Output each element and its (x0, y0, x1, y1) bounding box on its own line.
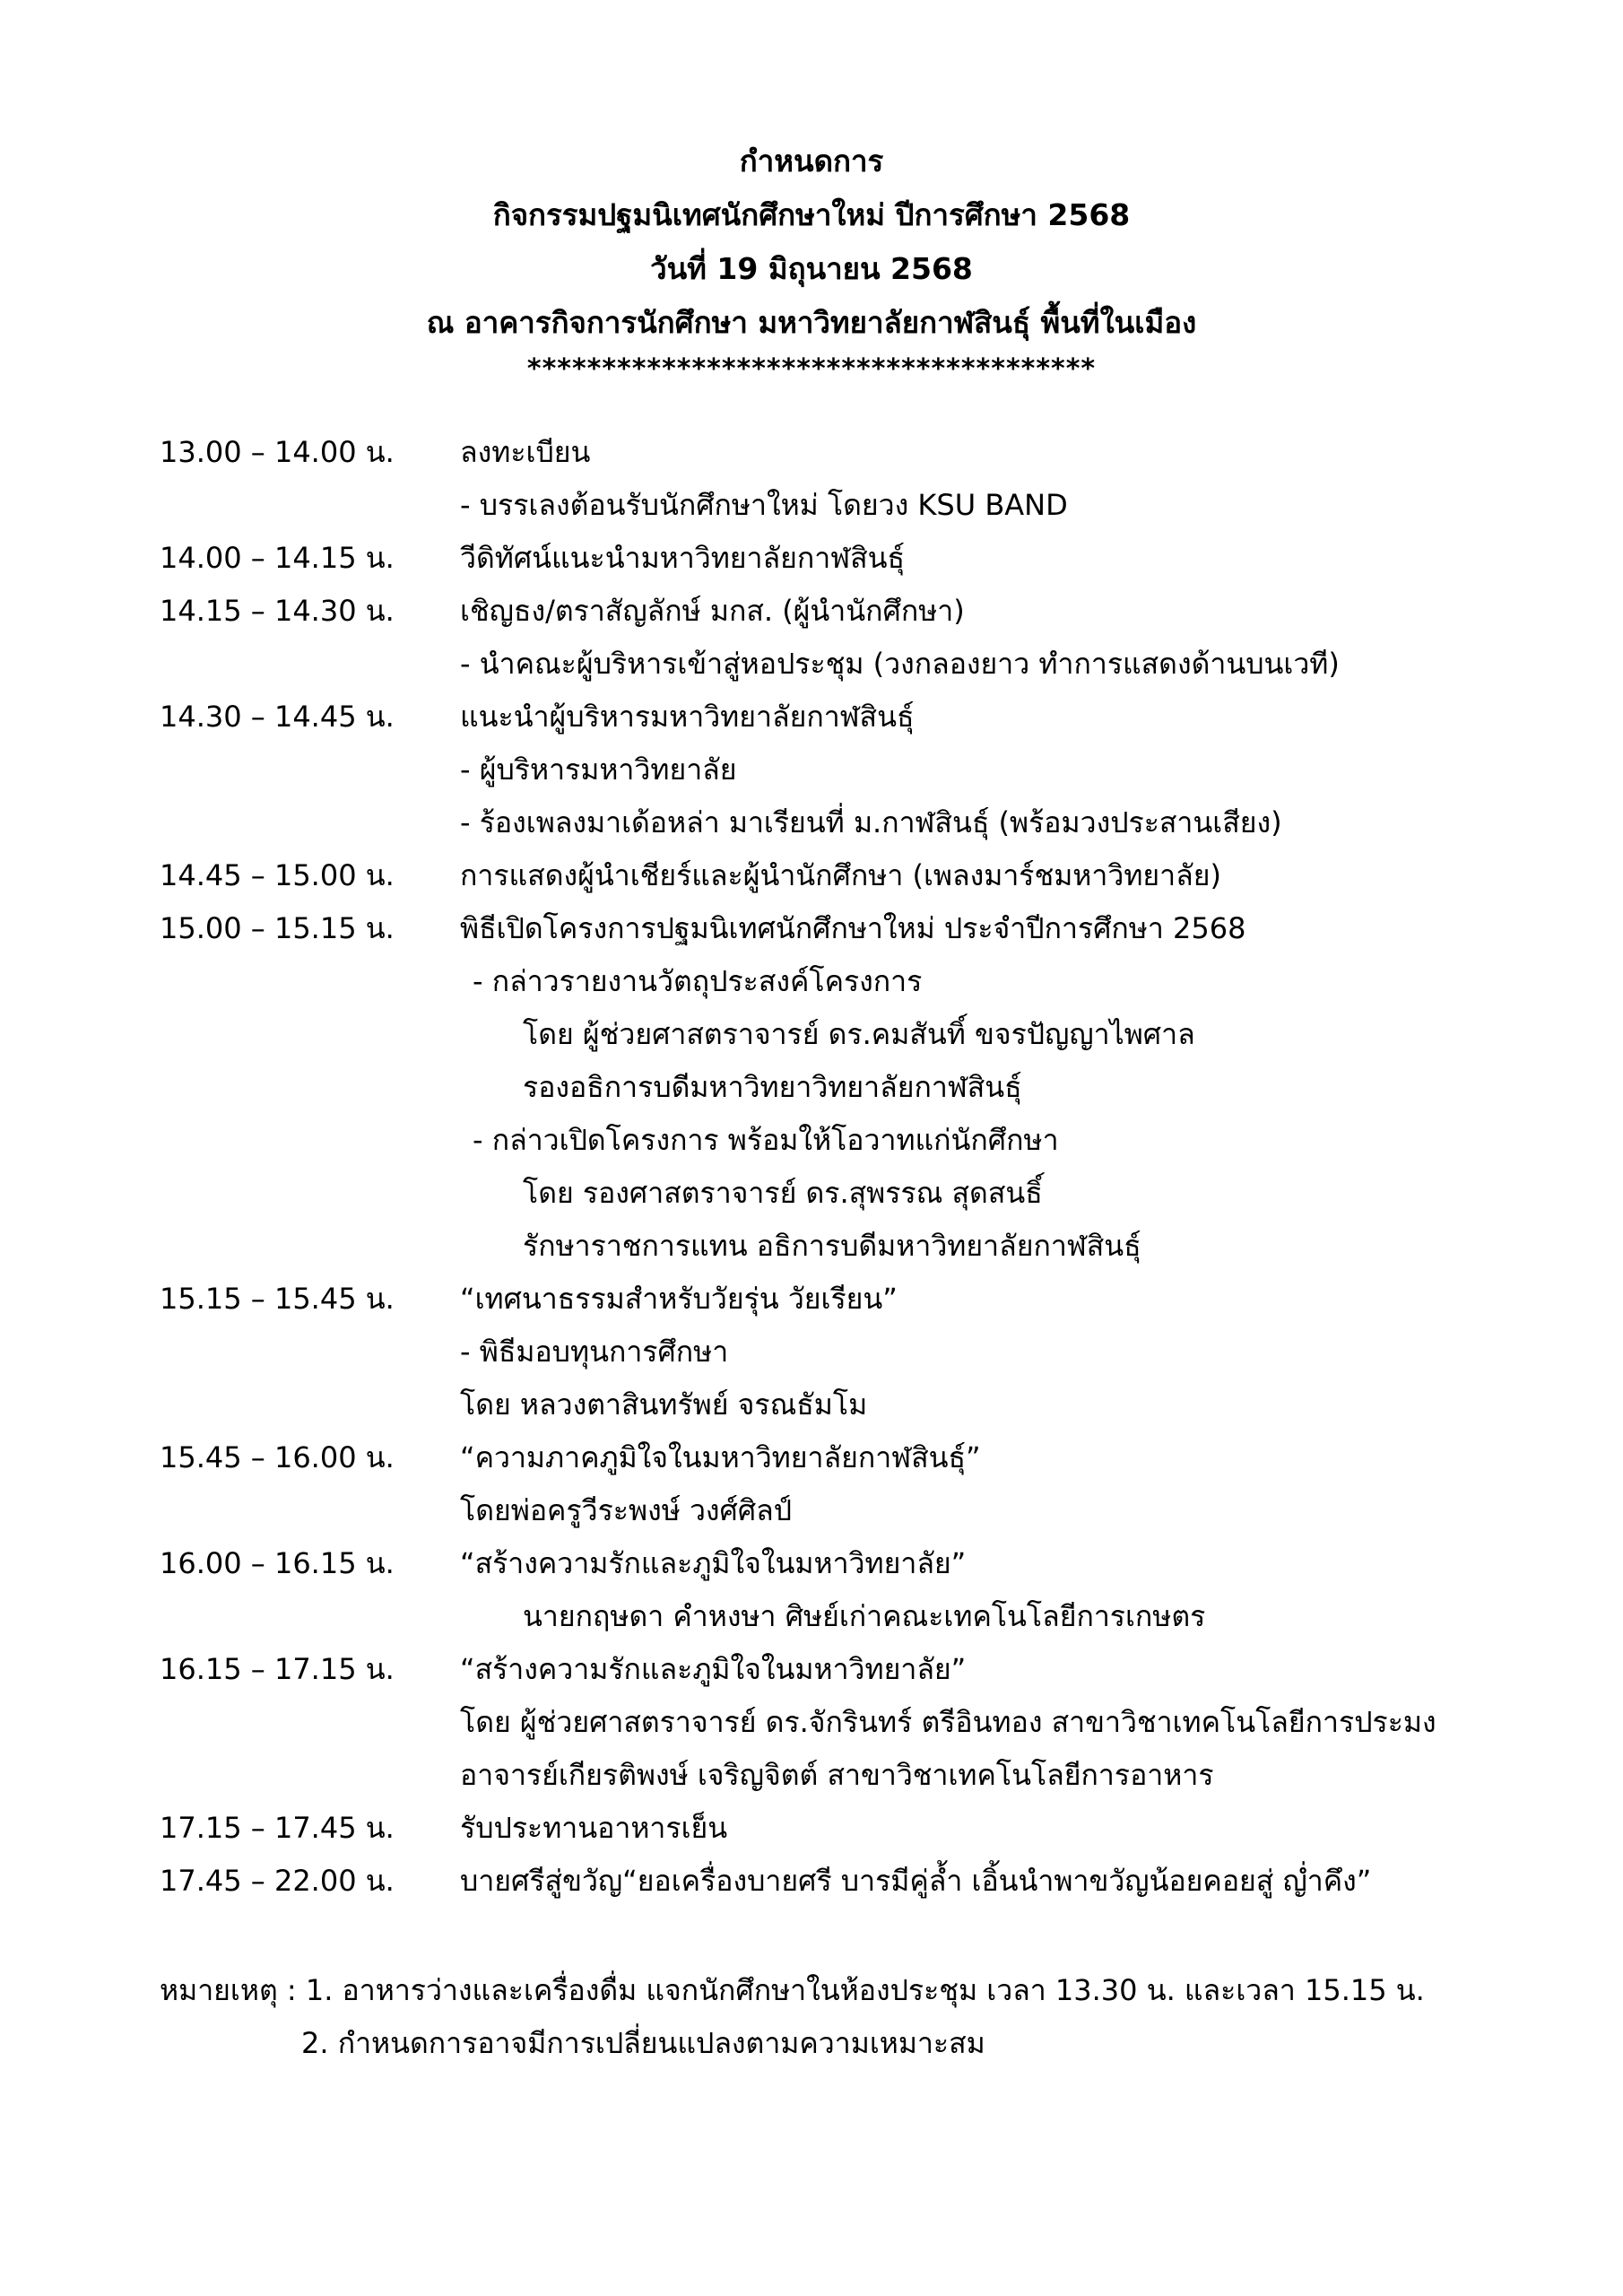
document-title: กำหนดการ (739, 144, 884, 178)
schedule-time: 16.00 – 16.15 น. (160, 1546, 395, 1580)
schedule-time: 15.15 – 15.45 น. (160, 1282, 395, 1316)
schedule-detail: นายกฤษดา คำหงษา ศิษย์เก่าคณะเทคโนโลยีการเกษตร (523, 1599, 1206, 1633)
schedule-detail: โดย ผู้ช่วยศาสตราจารย์ ดร.คมสันทิ์ ขจรปัญญาไพศาล (523, 1017, 1195, 1051)
schedule-detail: โดย ผู้ช่วยศาสตราจารย์ ดร.จักรินทร์ ตรีอินทอง สาขาวิชาเทคโนโลยีการประมง (460, 1705, 1436, 1739)
schedule-row (160, 585, 1487, 638)
schedule-detail: “ความภาคภูมิใจในมหาวิทยาลัยกาฬสินธุ์” (460, 1440, 981, 1474)
schedule-row (160, 1220, 1487, 1273)
schedule-detail: โดย รองศาสตราจารย์ ดร.สุพรรณ สุดสนธิ์ (523, 1176, 1043, 1210)
schedule-detail: - ผู้บริหารมหาวิทยาลัย (460, 752, 737, 787)
note-line-1: หมายเหตุ : 1. อาหารว่างและเครื่องดื่ม แจกนักศึกษาในห้องประชุม เวลา 13.30 น. และเวลา 15.15 น. (160, 1973, 1425, 2007)
schedule-row (160, 1114, 1487, 1167)
schedule-time: 17.45 – 22.00 น. (160, 1864, 395, 1898)
schedule-row (160, 1431, 1487, 1484)
schedule-detail: - กล่าวรายงานวัตถุประสงค์โครงการ (473, 964, 923, 998)
schedule-detail: “เทศนาธรรมสำหรับวัยรุ่น วัยเรียน” (460, 1282, 898, 1316)
schedule-list (160, 426, 1487, 1908)
schedule-detail: รับประทานอาหารเย็น (460, 1811, 728, 1845)
event-venue: ณ อาคารกิจการนักศึกษา มหาวิทยาลัยกาฬสินธุ์ พื้นที่ในเมือง (426, 305, 1197, 340)
schedule-row (160, 1590, 1487, 1643)
schedule-row (160, 1484, 1487, 1537)
schedule-detail: โดยพ่อครูวีระพงษ์ วงศ์ศิลป์ (460, 1493, 793, 1527)
schedule-time: 15.45 – 16.00 น. (160, 1440, 395, 1474)
schedule-row (160, 1378, 1487, 1431)
schedule-row (160, 532, 1487, 585)
schedule-row (160, 902, 1487, 955)
schedule-row (160, 1326, 1487, 1378)
schedule-detail: รักษาราชการแทน อธิการบดีมหาวิทยาลัยกาฬสินธุ์ (523, 1229, 1141, 1263)
schedule-time: 14.00 – 14.15 น. (160, 541, 395, 575)
schedule-row (160, 1273, 1487, 1326)
schedule-row (160, 479, 1487, 532)
schedule-detail: - ร้องเพลงมาเด้อหล่า มาเรียนที่ ม.กาฬสินธุ์ (พร้อมวงประสานเสียง) (460, 805, 1282, 839)
schedule-detail: โดย หลวงตาสินทรัพย์ จรณธัมโม (460, 1387, 868, 1422)
schedule-row (160, 1008, 1487, 1061)
schedule-row (160, 1855, 1487, 1908)
schedule-time: 14.15 – 14.30 น. (160, 594, 395, 628)
schedule-time: 16.15 – 17.15 น. (160, 1652, 395, 1686)
notes-section (160, 1964, 1425, 2070)
schedule-detail: อาจารย์เกียรติพงษ์ เจริญจิตต์ สาขาวิชาเทคโนโลยีการอาหาร (460, 1758, 1214, 1792)
note-line-2: 2. กำหนดการอาจมีการเปลี่ยนแปลงตามความเหมาะสม (301, 2026, 985, 2060)
document-header (0, 135, 1623, 389)
schedule-detail: การแสดงผู้นำเชียร์และผู้นำนักศึกษา (เพลงมาร์ชมหาวิทยาลัย) (460, 858, 1221, 892)
schedule-row (160, 1643, 1487, 1696)
schedule-row (160, 691, 1487, 744)
schedule-detail: รองอธิการบดีมหาวิทยาวิทยาลัยกาฬสินธุ์ (523, 1070, 1022, 1104)
schedule-row (160, 1537, 1487, 1590)
header-divider: ************************************** (526, 353, 1097, 385)
schedule-row (160, 1061, 1487, 1114)
schedule-row (160, 1802, 1487, 1855)
schedule-row (160, 796, 1487, 849)
schedule-detail: - บรรเลงต้อนรับนักศึกษาใหม่ โดยวง KSU BAND (460, 488, 1068, 522)
schedule-row (160, 744, 1487, 796)
schedule-row (160, 638, 1487, 691)
schedule-detail: บายศรีสู่ขวัญ“ยอเครื่องบายศรี บารมีคู่ล้ำ เอิ้นนำพาขวัญน้อยคอยสู่ ญ่ำคึง” (460, 1864, 1372, 1898)
schedule-row (160, 1696, 1487, 1749)
schedule-time: 17.15 – 17.45 น. (160, 1811, 395, 1845)
schedule-detail: ลงทะเบียน (460, 435, 591, 469)
schedule-row (160, 849, 1487, 902)
schedule-time: 14.30 – 14.45 น. (160, 700, 395, 734)
schedule-detail: “สร้างความรักและภูมิใจในมหาวิทยาลัย” (460, 1546, 967, 1580)
schedule-row (160, 426, 1487, 479)
schedule-detail: วีดิทัศน์แนะนำมหาวิทยาลัยกาฬสินธุ์ (460, 541, 906, 575)
schedule-row (160, 955, 1487, 1008)
schedule-row (160, 1167, 1487, 1220)
schedule-detail: - พิธีมอบทุนการศึกษา (460, 1335, 729, 1369)
schedule-detail: แนะนำผู้บริหารมหาวิทยาลัยกาฬสินธุ์ (460, 700, 915, 734)
schedule-time: 13.00 – 14.00 น. (160, 435, 395, 469)
schedule-detail: - นำคณะผู้บริหารเข้าสู่หอประชุม (วงกลองยาว ทำการแสดงด้านบนเวที) (460, 647, 1340, 681)
schedule-time: 15.00 – 15.15 น. (160, 911, 395, 945)
event-date: วันที่ 19 มิถุนายน 2568 (650, 251, 973, 286)
schedule-detail: “สร้างความรักและภูมิใจในมหาวิทยาลัย” (460, 1652, 967, 1686)
schedule-time: 14.45 – 15.00 น. (160, 858, 395, 892)
schedule-row (160, 1749, 1487, 1802)
schedule-detail: พิธีเปิดโครงการปฐมนิเทศนักศึกษาใหม่ ประจำปีการศึกษา 2568 (460, 911, 1246, 945)
event-title: กิจกรรมปฐมนิเทศนักศึกษาใหม่ ปีการศึกษา 2568 (492, 197, 1131, 232)
schedule-detail: เชิญธง/ตราสัญลักษ์ มกส. (ผู้นำนักศึกษา) (460, 594, 965, 628)
schedule-detail: - กล่าวเปิดโครงการ พร้อมให้โอวาทแก่นักศึกษา (473, 1123, 1059, 1157)
